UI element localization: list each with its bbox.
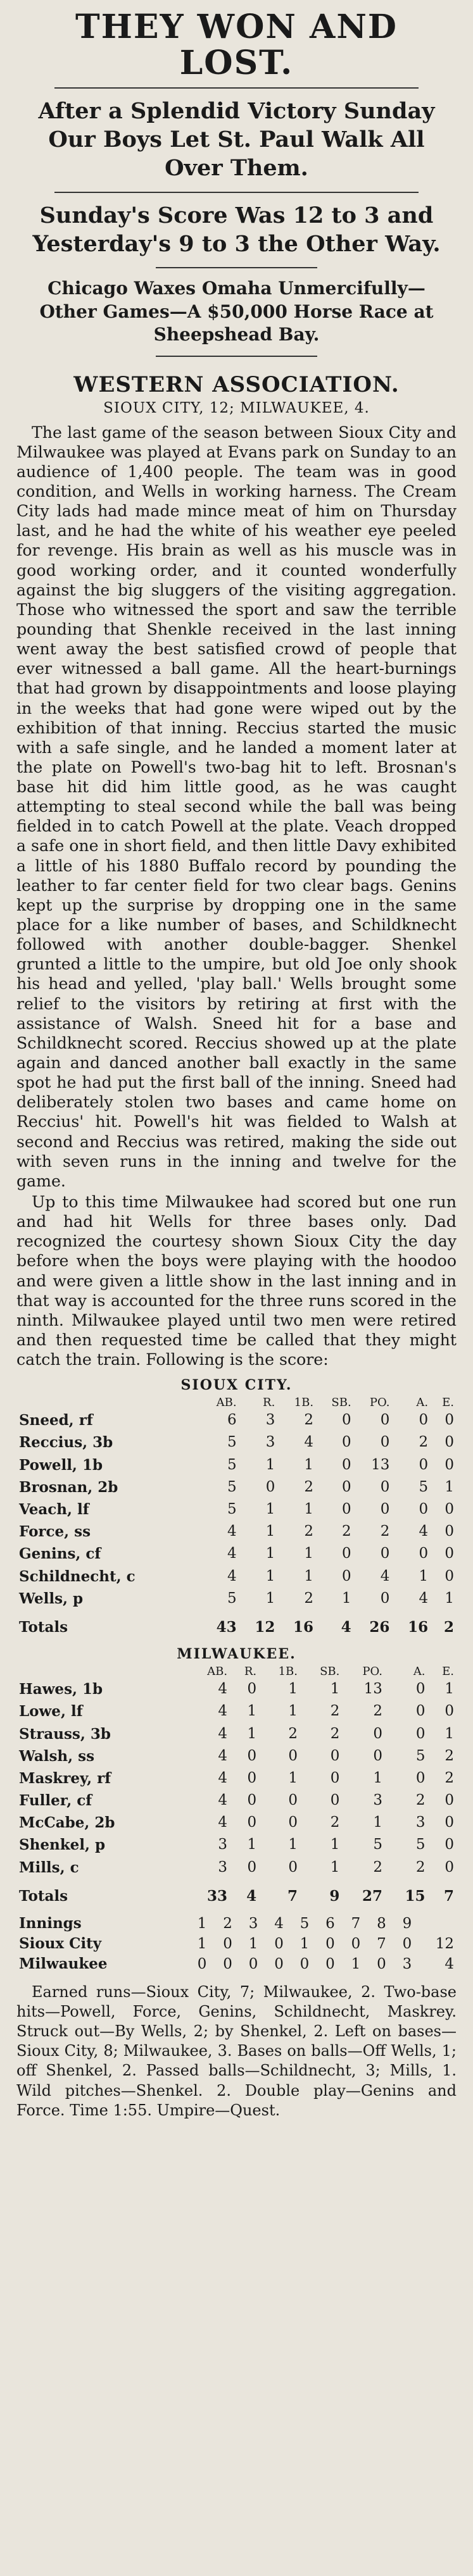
player-row	[16, 1543, 457, 1565]
stat-cell: 5	[415, 1747, 426, 1764]
inning-number: 5	[300, 1915, 310, 1932]
player-row	[16, 1431, 457, 1453]
stat-cell: 4	[227, 1567, 237, 1584]
stat-cell: 0	[445, 1456, 454, 1473]
inning-runs: 0	[377, 1956, 386, 1973]
stat-cell: 5	[227, 1456, 237, 1473]
header-cell: R.	[263, 1396, 275, 1410]
player-name: Reccius, 3b	[19, 1434, 113, 1452]
stat-cell: 5	[227, 1434, 237, 1451]
stat-cell: 0	[415, 1769, 426, 1786]
innings-label: Innings	[19, 1915, 82, 1932]
stat-cell: 1	[265, 1545, 275, 1562]
stat-cell: 0	[288, 1792, 298, 1809]
inning-runs: 0	[351, 1936, 361, 1953]
stat-cell: 1	[288, 1769, 298, 1786]
innings-team-row	[16, 1954, 457, 1974]
player-name: Walsh, ss	[19, 1747, 95, 1765]
stat-cell: 1	[247, 1836, 257, 1853]
total-cell: 16	[408, 1618, 429, 1636]
stat-cell: 0	[419, 1501, 429, 1518]
stat-cell: 4	[419, 1590, 429, 1607]
total-cell: 7	[287, 1887, 298, 1905]
header-cell: SB.	[331, 1396, 351, 1410]
stat-cell: 0	[342, 1478, 351, 1495]
stat-cell: 1	[265, 1523, 275, 1540]
totals-label: Totals	[19, 1887, 68, 1905]
deck-primary: After a Splendid Victory Sunday Our Boys Let St. Paul Walk All Over Them.	[38, 98, 435, 181]
section-title: WESTERN ASSOCIATION.	[73, 371, 400, 397]
stat-cell: 1	[304, 1545, 314, 1562]
stat-cell: 1	[373, 1769, 382, 1786]
stat-cell: 1	[373, 1814, 382, 1831]
stat-cell: 0	[247, 1747, 257, 1764]
player-name: Shenkel, p	[19, 1836, 106, 1854]
inning-number: 8	[377, 1915, 386, 1932]
stat-cell: 13	[371, 1456, 390, 1473]
stat-cell: 0	[445, 1814, 454, 1831]
stat-cell: 0	[342, 1545, 351, 1562]
stat-cell: 0	[419, 1456, 429, 1473]
innings-total: 12	[435, 1936, 454, 1953]
player-name: Hawes, 1b	[19, 1681, 103, 1698]
player-row	[16, 1723, 457, 1745]
inning-runs: 0	[300, 1956, 310, 1973]
stat-cell: 1	[288, 1836, 298, 1853]
total-cell: 2	[443, 1618, 454, 1636]
stat-cell: 2	[330, 1703, 340, 1720]
stat-cell: 4	[227, 1523, 237, 1540]
total-cell: 9	[329, 1887, 340, 1905]
header-cell	[16, 1396, 201, 1409]
player-name: Mills, c	[19, 1858, 79, 1876]
divider	[54, 87, 419, 89]
stat-cell: 0	[419, 1412, 429, 1429]
stat-cell: 0	[247, 1769, 257, 1786]
box-score-header-row	[16, 1665, 457, 1678]
stat-cell: 0	[342, 1567, 351, 1584]
stat-cell: 0	[415, 1681, 426, 1698]
stat-cell: 4	[218, 1747, 228, 1764]
stat-cell: 1	[265, 1590, 275, 1607]
stat-cell: 4	[227, 1545, 237, 1562]
stat-cell: 0	[380, 1412, 390, 1429]
player-row	[16, 1476, 457, 1498]
divider	[156, 267, 317, 268]
inning-number: 6	[325, 1915, 335, 1932]
innings-body	[16, 1913, 457, 1975]
player-row	[16, 1745, 457, 1767]
inning-runs: 0	[274, 1936, 284, 1953]
stat-cell: 0	[380, 1501, 390, 1518]
player-row	[16, 1678, 457, 1700]
stat-cell: 1	[265, 1501, 275, 1518]
stat-cell: 1	[419, 1567, 429, 1584]
inning-number: 1	[197, 1915, 207, 1932]
stat-cell: 0	[247, 1858, 257, 1876]
total-cell: 4	[246, 1887, 257, 1905]
player-row	[16, 1409, 457, 1431]
stat-cell: 0	[288, 1747, 298, 1764]
total-cell: 26	[369, 1618, 390, 1636]
stat-cell: 0	[445, 1703, 454, 1720]
stat-cell: 4	[218, 1769, 228, 1786]
stat-cell: 4	[380, 1567, 390, 1584]
innings-line-score	[16, 1913, 457, 1975]
stat-cell: 4	[419, 1523, 429, 1540]
stat-cell: 0	[342, 1434, 351, 1451]
section-subtitle: SIOUX CITY, 12; MILWAUKEE, 4.	[103, 399, 370, 416]
player-row	[16, 1588, 457, 1610]
header-cell	[16, 1665, 187, 1678]
stat-cell: 2	[342, 1523, 351, 1540]
total-cell: 33	[207, 1887, 228, 1905]
innings-team-row	[16, 1934, 457, 1954]
player-name: Veach, lf	[19, 1501, 89, 1519]
inning-runs: 1	[248, 1936, 258, 1953]
box-score-body	[16, 1678, 457, 1907]
stat-cell: 0	[445, 1434, 454, 1451]
stat-cell: 2	[415, 1858, 426, 1876]
header-cell: AB.	[207, 1665, 228, 1679]
player-row	[16, 1454, 457, 1476]
inning-runs: 0	[223, 1956, 232, 1973]
player-name: Lowe, lf	[19, 1703, 83, 1720]
stat-cell: 0	[415, 1703, 426, 1720]
player-name: Schildnecht, c	[19, 1567, 136, 1585]
total-cell: 12	[255, 1618, 275, 1636]
player-name: Sneed, rf	[19, 1412, 93, 1429]
player-name: Force, ss	[19, 1523, 91, 1541]
stat-cell: 2	[304, 1523, 314, 1540]
totals-row	[16, 1610, 457, 1638]
inning-runs: 1	[197, 1936, 207, 1953]
header-cell: E.	[442, 1665, 454, 1679]
stat-cell: 3	[415, 1814, 426, 1831]
inning-total-header	[414, 1913, 457, 1934]
deck-tertiary: Chicago Waxes Omaha Unmercifully—Other Games—A $50,000 Horse Race at Sheepshead Bay.	[39, 278, 434, 345]
stat-cell: 2	[288, 1725, 298, 1742]
stat-cell: 0	[419, 1545, 429, 1562]
stat-cell: 3	[218, 1836, 228, 1853]
stat-cell: 2	[330, 1725, 340, 1742]
innings-header-row	[16, 1913, 457, 1934]
player-name: Strauss, 3b	[19, 1725, 111, 1743]
stat-cell: 5	[227, 1501, 237, 1518]
box-score-header-row	[16, 1396, 457, 1409]
stat-cell: 5	[227, 1590, 237, 1607]
player-row	[16, 1767, 457, 1789]
total-cell: 16	[293, 1618, 314, 1636]
stat-cell: 0	[445, 1412, 454, 1429]
stat-cell: 2	[415, 1792, 426, 1809]
stat-cell: 13	[363, 1681, 382, 1698]
stat-cell: 0	[288, 1814, 298, 1831]
player-name: Maskrey, rf	[19, 1769, 111, 1787]
stat-cell: 1	[330, 1836, 340, 1853]
inning-runs: 0	[325, 1936, 335, 1953]
player-row	[16, 1700, 457, 1722]
box-score-milwaukee	[16, 1665, 457, 1907]
player-name: Powell, 1b	[19, 1456, 103, 1474]
stat-cell: 2	[445, 1747, 454, 1764]
inning-runs: 0	[248, 1956, 258, 1973]
stat-cell: 4	[218, 1814, 228, 1831]
total-cell: 15	[405, 1887, 426, 1905]
stat-cell: 0	[445, 1836, 454, 1853]
stat-cell: 1	[342, 1590, 351, 1607]
stat-cell: 0	[445, 1523, 454, 1540]
stat-cell: 1	[445, 1725, 454, 1742]
player-row	[16, 1857, 457, 1879]
header-cell: A.	[416, 1396, 429, 1410]
inning-runs: 3	[402, 1956, 412, 1973]
stat-cell: 0	[247, 1681, 257, 1698]
innings-total: 4	[445, 1956, 454, 1973]
inning-number: 7	[351, 1915, 361, 1932]
article-body	[16, 423, 457, 1370]
stat-cell: 1	[288, 1703, 298, 1720]
stat-cell: 0	[342, 1412, 351, 1429]
stat-cell: 4	[218, 1792, 228, 1809]
inning-number: 4	[274, 1915, 284, 1932]
stat-cell: 0	[445, 1567, 454, 1584]
stat-cell: 0	[380, 1545, 390, 1562]
stat-cell: 3	[265, 1434, 275, 1451]
stat-cell: 2	[373, 1858, 382, 1876]
game-summary: Earned runs—Sioux City, 7; Milwaukee, 2. Two-base hits—Powell, Force, Genins, Schildnecht, Maskrey. Struck out—By Wells, 2; by Shenkel, 2. Left on bases—Sioux City, 8; Milwaukee, 3. Bases on balls—Off Wells, 1; off Shenkel, 2. Passed balls—Schildnecht, 3; Mills, 1. Wild pitches—Shenkel. 2. Double play—Genins and Force. Time 1:55. Umpire—Quest.	[16, 1982, 457, 2119]
header-cell: 1B.	[294, 1396, 314, 1410]
inning-runs: 0	[402, 1936, 412, 1953]
stat-cell: 0	[380, 1590, 390, 1607]
stat-cell: 4	[218, 1703, 228, 1720]
team-heading-sioux-city: SIOUX CITY.	[180, 1377, 293, 1394]
stat-cell: 1	[265, 1456, 275, 1473]
player-name: Fuller, cf	[19, 1792, 92, 1810]
player-name: Genins, cf	[19, 1545, 101, 1563]
stat-cell: 1	[247, 1725, 257, 1742]
player-row	[16, 1565, 457, 1588]
stat-cell: 2	[445, 1769, 454, 1786]
player-row	[16, 1812, 457, 1834]
header-cell: PO.	[369, 1396, 390, 1410]
header-cell: PO.	[362, 1665, 382, 1679]
stat-cell: 0	[342, 1456, 351, 1473]
header-cell: R.	[244, 1665, 257, 1679]
stat-cell: 1	[304, 1567, 314, 1584]
stat-cell: 1	[330, 1858, 340, 1876]
stat-cell: 4	[304, 1434, 314, 1451]
stat-cell: 5	[227, 1478, 237, 1495]
stat-cell: 1	[445, 1478, 454, 1495]
header-cell: A.	[413, 1665, 426, 1679]
stat-cell: 0	[373, 1747, 382, 1764]
box-score-body	[16, 1409, 457, 1638]
stat-cell: 4	[218, 1681, 228, 1698]
stat-cell: 0	[342, 1501, 351, 1518]
stat-cell: 1	[288, 1681, 298, 1698]
stat-cell: 5	[373, 1836, 382, 1853]
inning-runs: 0	[223, 1936, 232, 1953]
innings-team-name: Milwaukee	[19, 1955, 108, 1973]
stat-cell: 5	[415, 1836, 426, 1853]
player-name: Wells, p	[19, 1590, 84, 1607]
divider	[54, 192, 419, 193]
stat-cell: 2	[419, 1434, 429, 1451]
stat-cell: 2	[373, 1703, 382, 1720]
deck-secondary: Sunday's Score Was 12 to 3 and Yesterday's 9 to 3 the Other Way.	[32, 202, 441, 257]
innings-team-name: Sioux City	[19, 1935, 102, 1953]
stat-cell: 2	[380, 1523, 390, 1540]
stat-cell: 0	[415, 1725, 426, 1742]
stat-cell: 3	[265, 1412, 275, 1429]
inning-runs: 1	[351, 1956, 361, 1973]
total-cell: 4	[341, 1618, 351, 1636]
inning-runs: 0	[274, 1956, 284, 1973]
stat-cell: 0	[445, 1545, 454, 1562]
inning-number: 2	[223, 1915, 232, 1932]
stat-cell: 1	[247, 1703, 257, 1720]
stat-cell: 2	[304, 1478, 314, 1495]
stat-cell: 0	[247, 1792, 257, 1809]
stat-cell: 1	[304, 1501, 314, 1518]
stat-cell: 2	[304, 1412, 314, 1429]
stat-cell: 0	[445, 1858, 454, 1876]
player-name: Brosnan, 2b	[19, 1478, 118, 1496]
stat-cell: 0	[265, 1478, 275, 1495]
stat-cell: 5	[419, 1478, 429, 1495]
stat-cell: 0	[445, 1792, 454, 1809]
inning-runs: 7	[377, 1936, 386, 1953]
stat-cell: 0	[330, 1769, 340, 1786]
inning-runs: 1	[300, 1936, 310, 1953]
stat-cell: 0	[247, 1814, 257, 1831]
stat-cell: 2	[304, 1590, 314, 1607]
inning-runs: 0	[325, 1956, 335, 1973]
inning-number: 3	[248, 1915, 258, 1932]
player-row	[16, 1498, 457, 1521]
player-row	[16, 1789, 457, 1812]
article-paragraph: The last game of the season between Sioux City and Milwaukee was played at Evans park on Sunday to an audience of 1,400 people. The team was in good condition, and Wells in working harness. The Cream City lads had made mince meat of him on Thursday last, and he had the white of his weather eye peeled for revenge. His brain as well as his muscle was in good working order, and it counted wonderfully against the big sluggers of the visiting aggregation. Those who witnessed the sport and saw the terrible pounding that Shenkle received in the last inning went away the best satisfied crowd of people that ever witnessed a ball game. All the heart-burnings that had grown by disappointments and loose playing in the weeks that had gone were wiped out by the exhibition of that inning. Reccius started the music with a safe single, and he landed a moment later at the plate on Powell's two-bag hit to left. Brosnan's base hit did him little good, as he was caught attempting to steal second while the ball was being fielded in to catch Powell at the plate. Veach dropped a safe one in short field, and then little Davy exhibited a little of his 1880 Buffalo record by pounding the leather to far center field for two clear bags. Genins kept up the surprise by dropping one in the same place for a like number of bases, and Schildknecht followed with another double-bagger. Shenkel grunted a little to the umpire, but old Joe only shook his head and yelled, 'play ball.' Wells brought some relief to the visitors by retiring at first with the assistance of Walsh. Sneed hit for a base and Schildknecht scored. Reccius showed up at the plate again and danced another ball exactly in the same spot he had put the first ball of the inning. Sneed had deliberately stolen two bases and came home on Reccius' hit. Powell's hit was fielded to Walsh at second and Reccius was retired, making the side out with seven runs in the inning and twelve for the game.	[16, 423, 457, 1190]
box-score-sioux-city	[16, 1396, 457, 1638]
team-heading-milwaukee: MILWAUKEE.	[177, 1646, 296, 1663]
totals-row	[16, 1879, 457, 1907]
stat-cell: 0	[330, 1747, 340, 1764]
stat-cell: 0	[373, 1725, 382, 1742]
stat-cell: 1	[445, 1590, 454, 1607]
stat-cell: 0	[445, 1501, 454, 1518]
total-cell: 27	[362, 1887, 382, 1905]
header-cell: AB.	[216, 1396, 237, 1410]
totals-label: Totals	[19, 1618, 68, 1636]
inning-number: 9	[402, 1915, 412, 1932]
total-cell: 43	[216, 1618, 237, 1636]
stat-cell: 0	[380, 1478, 390, 1495]
stat-cell: 0	[330, 1792, 340, 1809]
stat-cell: 1	[265, 1567, 275, 1584]
stat-cell: 6	[227, 1412, 237, 1429]
stat-cell: 0	[288, 1858, 298, 1876]
article-paragraph: Up to this time Milwaukee had scored but one run and had hit Wells for three bases only. Dad recognized the courtesy shown Sioux City the day before when the boys were playing with the hoodoo and were given a little show in the last inning and in that way is accounted for the three runs scored in the ninth. Milwaukee played until two men were retired and then requested time be called that they might catch the train. Following is the score:	[16, 1193, 457, 1369]
player-row	[16, 1834, 457, 1856]
header-cell: 1B.	[278, 1665, 298, 1679]
stat-cell: 1	[330, 1681, 340, 1698]
stat-cell: 3	[218, 1858, 228, 1876]
header-cell: SB.	[320, 1665, 340, 1679]
divider	[156, 356, 317, 357]
stat-cell: 1	[445, 1681, 454, 1698]
stat-cell: 4	[218, 1725, 228, 1742]
player-name: McCabe, 2b	[19, 1814, 115, 1832]
player-row	[16, 1521, 457, 1543]
stat-cell: 2	[330, 1814, 340, 1831]
stat-cell: 0	[380, 1434, 390, 1451]
total-cell: 7	[443, 1887, 454, 1905]
header-cell: E.	[442, 1396, 454, 1410]
stat-cell: 1	[304, 1456, 314, 1473]
stat-cell: 3	[373, 1792, 382, 1809]
headline: THEY WON AND LOST.	[75, 8, 398, 83]
inning-runs: 0	[197, 1956, 207, 1973]
